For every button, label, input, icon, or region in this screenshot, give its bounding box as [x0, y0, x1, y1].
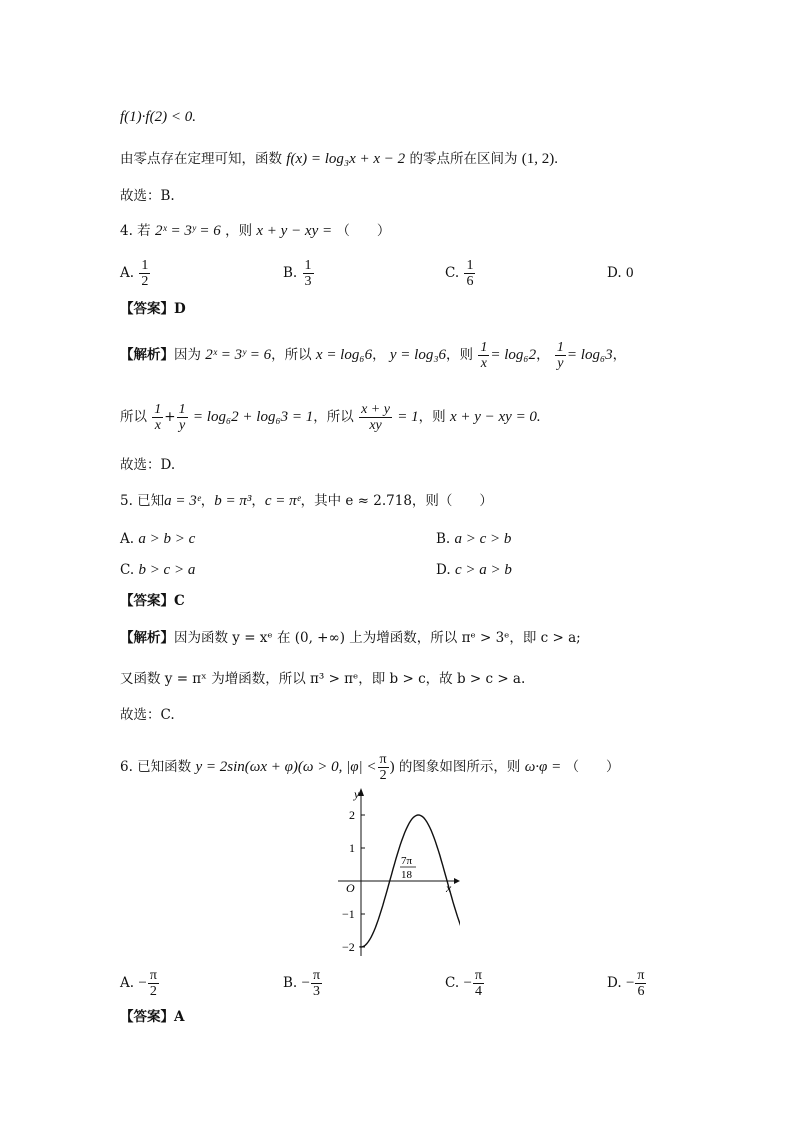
- q6-option-a-den: 2: [149, 984, 157, 999]
- q5-option-c-text: b > c > a: [138, 562, 196, 578]
- q5-stem-post: ，其中 e ≈ 2.718，则（ ）: [300, 493, 493, 509]
- q5-option-d-text: c > a > b: [454, 562, 512, 578]
- prev-conclusion-pre: 由零点存在定理可知，函数: [120, 151, 282, 167]
- q4-option-d[interactable]: [607, 264, 633, 282]
- q4-analysis-2d: = 1: [397, 409, 419, 425]
- prev-conclusion: [120, 150, 558, 168]
- q4-stem-mid: ，则: [225, 223, 253, 239]
- origin-label: O: [346, 881, 355, 895]
- q4-pick: 故选：D.: [120, 457, 176, 473]
- annot-num: 7π: [401, 855, 413, 867]
- q4-option-a[interactable]: [120, 258, 151, 289]
- q6-option-b-den: 3: [313, 984, 321, 999]
- q6-stem-post: 的图象如图所示，则: [398, 759, 521, 775]
- q6-option-a-sign: −: [138, 975, 147, 991]
- q4-analysis-1b: 2ˣ = 3ʸ = 6: [205, 347, 272, 363]
- prev-interval: (1, 2).: [521, 151, 559, 167]
- q4-option-c-label: C.: [445, 265, 460, 281]
- q5-stem-pre: 5. 已知: [120, 493, 165, 509]
- q4-option-b[interactable]: [283, 258, 315, 289]
- q5-option-a[interactable]: [120, 530, 195, 548]
- q4-answer: 【答案】D: [120, 301, 186, 317]
- q4-option-b-label: B.: [283, 265, 298, 281]
- q6-stem-frac-num: π: [379, 752, 387, 767]
- q4-analysis-1f: y = log₃6: [389, 347, 447, 363]
- q6-stem-close: ): [389, 759, 395, 775]
- q4-analysis-2e: ，则: [418, 409, 446, 425]
- q6-stem-frac-den: 2: [379, 768, 387, 783]
- tick-label-1: 1: [349, 841, 355, 855]
- q5-option-a-label: A.: [120, 531, 135, 547]
- q4-option-d-text: 0: [625, 265, 634, 281]
- q4-target-expr: x + y − xy =: [256, 223, 333, 239]
- q5-analysis-tag: 【解析】: [120, 630, 174, 646]
- q6-stem: [120, 752, 620, 783]
- q6-option-c[interactable]: [445, 968, 485, 999]
- q4-analysis-line2: 所以 $\frac{1}{x}$ + $\frac{1}{y}$ = log₆2 + log₆3 = 1，所以 $\frac{x + y}{xy}$ = 1，则 x + y − xy = 0.: [120, 402, 541, 433]
- q6-function-expr: y = 2sin(ωx + φ)(ω > 0, |φ| <: [195, 759, 377, 775]
- q6-option-b-label: B.: [283, 975, 298, 991]
- q6-option-d[interactable]: [607, 968, 647, 999]
- q4-analysis-2a: 所以: [120, 409, 147, 425]
- q4-option-c-den: 6: [466, 274, 474, 289]
- q6-option-b-sign: −: [301, 975, 310, 991]
- x-axis-label: x: [446, 881, 452, 895]
- q4-analysis-1e: ，: [372, 347, 386, 363]
- q6-stem-paren: （ ）: [565, 759, 620, 775]
- x-axis-arrow: [454, 878, 460, 884]
- q6-option-b-num: π: [312, 968, 321, 983]
- prev-inequality: f(1)·f(2) < 0.: [120, 109, 196, 125]
- q6-option-a-label: A.: [120, 975, 135, 991]
- q4-option-a-num: 1: [141, 258, 149, 273]
- q5-option-b-label: B.: [436, 531, 451, 547]
- q6-option-c-label: C.: [445, 975, 460, 991]
- q4-option-b-num: 1: [304, 258, 312, 273]
- q6-answer: 【答案】A: [120, 1009, 185, 1025]
- q5-b-def: b = π³: [214, 493, 252, 509]
- q4-option-d-label: D.: [607, 265, 622, 281]
- q4-analysis-1a: 因为: [174, 347, 201, 363]
- q4-stem-pre: 4. 若: [120, 223, 151, 239]
- q5-answer: 【答案】C: [120, 593, 185, 609]
- q6-option-a[interactable]: [120, 968, 160, 999]
- q6-stem-pre: 6. 已知函数: [120, 759, 192, 775]
- q5-option-b-text: a > c > b: [454, 531, 512, 547]
- y-axis-label: y: [354, 788, 360, 801]
- q5-option-b[interactable]: [436, 530, 511, 548]
- q4-analysis-line1: 【解析】因为 2ˣ = 3ʸ = 6，所以 x = log₆6， y = log₃6，则 $\frac{1}{x}$ = log₆2， $\frac{1}{y}$ = log₆3，: [120, 340, 627, 371]
- q5-option-c[interactable]: [120, 561, 195, 579]
- q5-c-def: c = πᵉ: [264, 493, 301, 509]
- q4-option-c-num: 1: [466, 258, 474, 273]
- q6-option-d-sign: −: [625, 975, 635, 991]
- q5-stem: 5. 已知a = 3ᵉ，b = π³，c = πᵉ，其中 e ≈ 2.718，则（ ）: [120, 493, 493, 509]
- q5-option-a-text: a > b > c: [138, 531, 196, 547]
- q4-option-b-den: 3: [304, 274, 312, 289]
- q6-option-c-den: 4: [474, 984, 482, 999]
- q4-option-a-den: 2: [141, 274, 149, 289]
- q6-option-d-num: π: [637, 968, 645, 983]
- q5-analysis-line2: 又函数 y = πˣ 为增函数，所以 π³ > πᵉ，即 b > c，故 b > c > a.: [120, 671, 526, 687]
- q6-sine-graph: [330, 788, 460, 958]
- prev-function-expr: f(x) = log₃x + x − 2: [286, 151, 406, 167]
- prev-pick: 故选：B.: [120, 188, 175, 204]
- q6-target-expr: ω·φ =: [524, 759, 562, 775]
- q5-pick: 故选：C.: [120, 707, 175, 723]
- annot-den: 18: [401, 869, 412, 881]
- q4-analysis-2c: ，所以: [313, 409, 354, 425]
- q4-analysis-1c: ，所以: [271, 347, 312, 363]
- q5-a-def: a = 3ᵉ: [164, 493, 201, 509]
- q6-option-a-num: π: [149, 968, 157, 983]
- q6-option-c-num: π: [474, 968, 482, 983]
- q6-option-d-den: 6: [637, 984, 645, 999]
- q4-analysis-1h: = log₆2: [490, 347, 537, 363]
- q4-stem: [120, 222, 390, 240]
- prev-conclusion-post: 的零点所在区间为: [409, 151, 518, 167]
- q4-stem-post: （ ）: [336, 223, 391, 239]
- q5-option-c-label: C.: [120, 562, 135, 578]
- tick-label-2: 2: [349, 808, 355, 822]
- q4-option-c[interactable]: [445, 258, 476, 289]
- q4-analysis-1i: = log₆3: [566, 347, 613, 363]
- q5-analysis-line1: [120, 629, 581, 647]
- q4-analysis-1d: x = log₆6: [315, 347, 373, 363]
- q6-option-c-sign: −: [463, 975, 472, 991]
- q4-analysis-2b: = log₆2 + log₆3 = 1: [192, 409, 314, 425]
- q4-analysis-2f: x + y − xy = 0.: [449, 409, 541, 425]
- q6-option-d-label: D.: [607, 975, 622, 991]
- q4-condition: 2ˣ = 3ʸ = 6: [154, 223, 221, 239]
- q4-analysis-tag: 【解析】: [120, 347, 174, 363]
- tick-label-neg1: −1: [342, 907, 355, 921]
- q4-analysis-1g: ，则: [446, 347, 474, 363]
- q5-option-d-label: D.: [436, 562, 451, 578]
- q5-analysis-1: 因为函数 y = xᵉ 在 (0, +∞) 上为增函数，所以 πᵉ > 3ᵉ，即 c > a;: [174, 630, 581, 646]
- q6-option-b[interactable]: [283, 968, 323, 999]
- q4-option-a-label: A.: [120, 265, 135, 281]
- q5-option-d[interactable]: [436, 561, 512, 579]
- tick-label-neg2: −2: [342, 940, 355, 954]
